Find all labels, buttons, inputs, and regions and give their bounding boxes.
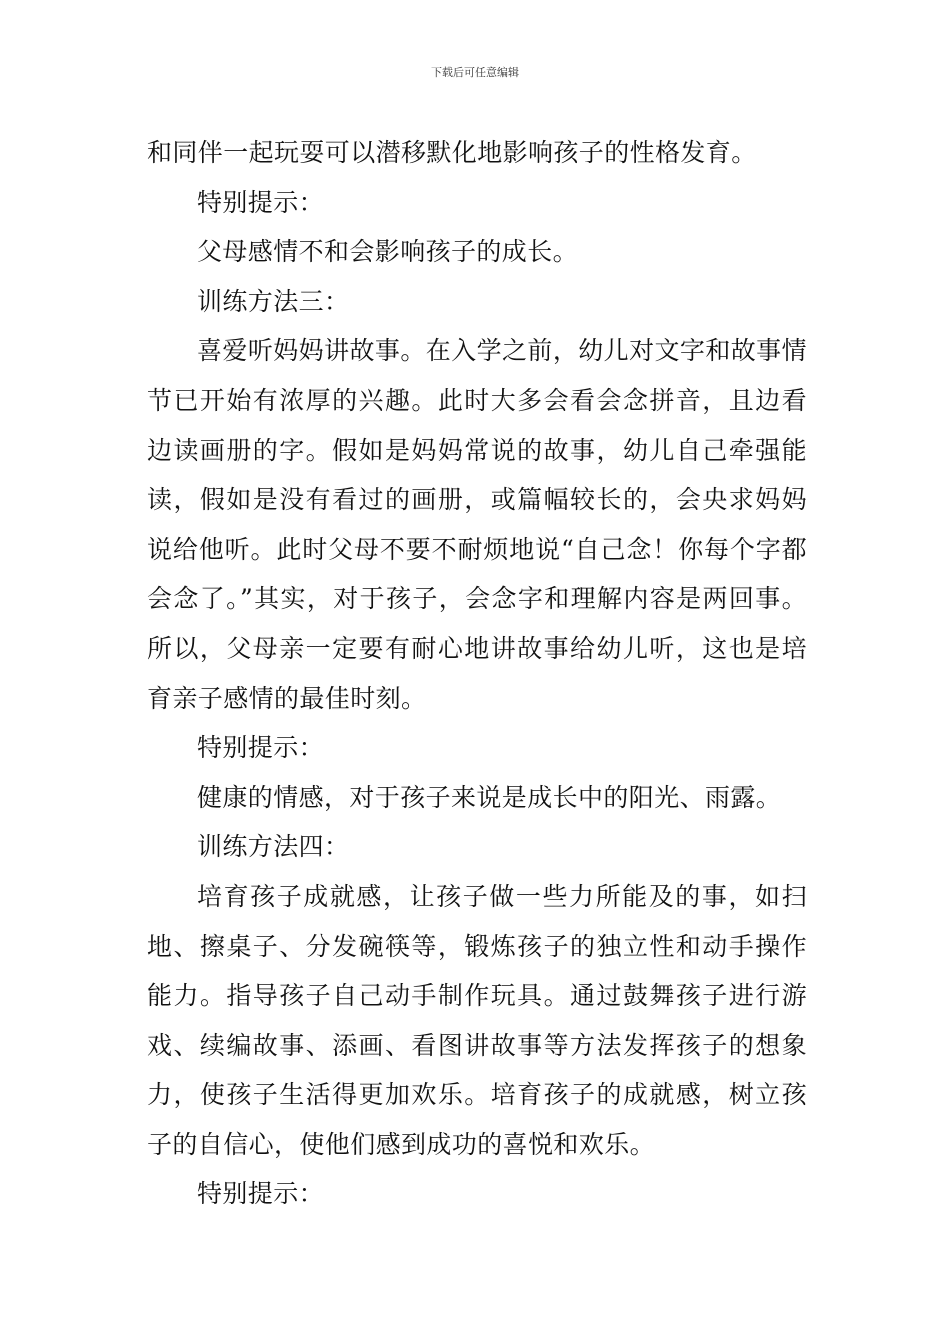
tip-heading: 特别提示： bbox=[197, 1179, 325, 1209]
paragraph: 培育孩子成就感，让孩子做一些力所能及的事，如扫地、擦桌子、分发碗筷等，锻炼孩子的独立性和动手操作能力。指导孩子自己动手制作玩具。通过鼓舞孩子进行游戏、续编故事、添画、看图讲故事等方法发挥孩子的想象力，使孩子生活得更加欢乐。培育孩子的成就感，树立孩子的自信心，使他们感到成功的喜悦和欢乐。 bbox=[147, 881, 807, 1159]
document-body bbox=[147, 128, 807, 1219]
paragraph: 健康的情感，对于孩子来说是成长中的阳光、雨露。 bbox=[197, 782, 782, 812]
tip-heading: 特别提示： bbox=[197, 733, 325, 763]
paragraph: 和同伴一起玩耍可以潜移默化地影响孩子的性格发育。 bbox=[147, 138, 757, 167]
paragraph: 喜爱听妈妈讲故事。在入学之前，幼儿对文字和故事情节已开始有浓厚的兴趣。此时大多会看会念拼音，且边看边读画册的字。假如是妈妈常说的故事，幼儿自己牵强能读，假如是没有看过的画册，或篇幅较长的，会央求妈妈说给他听。此时父母不要不耐烦地说“自己念！你每个字都会念了。”其实，对于孩子，会念字和理解内容是两回事。所以，父母亲一定要有耐心地讲故事给幼儿听，这也是培育亲子感情的最佳时刻。 bbox=[147, 336, 807, 713]
method-heading: 训练方法三： bbox=[197, 286, 350, 316]
method-heading: 训练方法四： bbox=[197, 832, 350, 862]
tip-heading: 特别提示： bbox=[197, 187, 325, 217]
paragraph: 父母感情不和会影响孩子的成长。 bbox=[197, 237, 579, 267]
page-header: 下载后可任意编辑 bbox=[431, 66, 519, 79]
